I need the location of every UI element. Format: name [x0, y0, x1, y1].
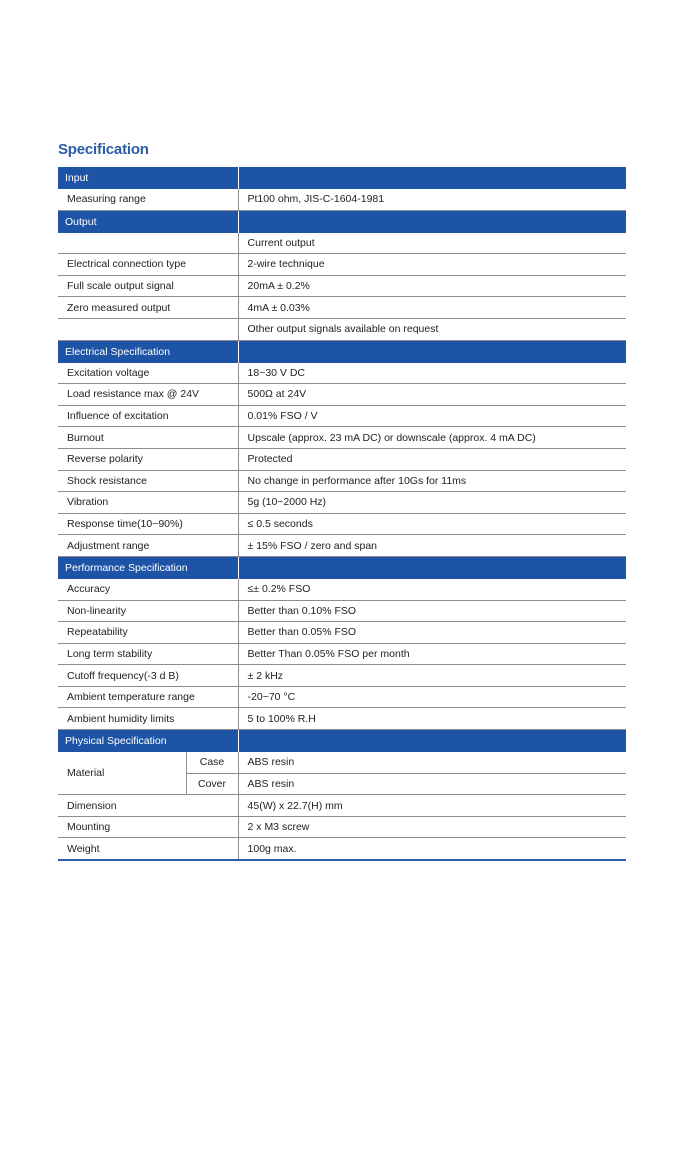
- table-row: [58, 384, 626, 406]
- spec-label: Ambient humidity limits: [58, 708, 238, 730]
- spec-label: Material: [58, 752, 186, 795]
- spec-value: Current output: [238, 233, 626, 254]
- spec-value: ≤± 0.2% FSO: [238, 579, 626, 600]
- spec-value: ABS resin: [238, 773, 626, 795]
- table-row: [58, 427, 626, 449]
- section-title: Input: [58, 167, 238, 189]
- table-row: [58, 816, 626, 838]
- table-row: [58, 513, 626, 535]
- table-row: [58, 795, 626, 817]
- spec-label: Measuring range: [58, 189, 238, 210]
- spec-value: Protected: [238, 448, 626, 470]
- table-row: [58, 405, 626, 427]
- spec-label: Weight: [58, 838, 238, 860]
- spec-label: Cutoff frequency(-3 d B): [58, 665, 238, 687]
- spec-value: ± 15% FSO / zero and span: [238, 535, 626, 557]
- table-row: [58, 363, 626, 384]
- spec-value: 500Ω at 24V: [238, 384, 626, 406]
- page-title: Specification: [58, 141, 149, 158]
- spec-label: Load resistance max @ 24V: [58, 384, 238, 406]
- spec-label: Non-linearity: [58, 600, 238, 622]
- spec-label: [58, 233, 238, 254]
- section-title: Output: [58, 210, 238, 233]
- section-header-output: [58, 210, 626, 233]
- spec-label: Shock resistance: [58, 470, 238, 492]
- table-row: [58, 686, 626, 708]
- spec-value: 2 x M3 screw: [238, 816, 626, 838]
- table-row: [58, 708, 626, 730]
- spec-value: 2-wire technique: [238, 254, 626, 276]
- section-title: Performance Specification: [58, 556, 238, 579]
- spec-label: Ambient temperature range: [58, 686, 238, 708]
- table-row: [58, 254, 626, 276]
- section-header-input: [58, 167, 626, 189]
- table-row: [58, 752, 626, 773]
- spec-label: Repeatability: [58, 622, 238, 644]
- spec-value: ± 2 kHz: [238, 665, 626, 687]
- section-header-electrical: [58, 340, 626, 363]
- table-row: [58, 579, 626, 600]
- spec-label: Burnout: [58, 427, 238, 449]
- spec-label: Response time(10~90%): [58, 513, 238, 535]
- spec-label: Long term stability: [58, 643, 238, 665]
- spec-value: Better Than 0.05% FSO per month: [238, 643, 626, 665]
- spec-value: 100g max.: [247, 842, 297, 855]
- spec-value: 20mA ± 0.2%: [238, 275, 626, 297]
- spec-value: Better than 0.05% FSO: [238, 622, 626, 644]
- spec-label: [58, 318, 238, 340]
- table-row: [58, 643, 626, 665]
- table-row: [58, 600, 626, 622]
- spec-value: -20~70 °C: [238, 686, 626, 708]
- spec-value: 18~30 V DC: [238, 363, 626, 384]
- spec-label: Mounting: [58, 816, 238, 838]
- table-row: [58, 492, 626, 514]
- spec-label: Accuracy: [58, 579, 238, 600]
- spec-label: Dimension: [58, 795, 238, 817]
- spec-label: Influence of excitation: [58, 405, 238, 427]
- table-row: [58, 535, 626, 557]
- section-title: Physical Specification: [58, 730, 238, 753]
- table-row: [58, 275, 626, 297]
- spec-value: 5 to 100% R.H: [238, 708, 626, 730]
- table-row: [58, 622, 626, 644]
- table-row: [58, 838, 626, 860]
- spec-label: Adjustment range: [58, 535, 238, 557]
- table-row: [58, 297, 626, 319]
- spec-value: Other output signals available on request: [238, 318, 626, 340]
- table-row: [58, 448, 626, 470]
- spec-value: ABS resin: [238, 752, 626, 773]
- spec-value: 0.01% FSO / V: [238, 405, 626, 427]
- section-header-performance: [58, 556, 626, 579]
- spec-label: Excitation voltage: [58, 363, 238, 384]
- section-title: Electrical Specification: [58, 340, 238, 363]
- spec-value: Upscale (approx. 23 mA DC) or downscale (approx. 4 mA DC): [238, 427, 626, 449]
- spec-value: ≤ 0.5 seconds: [238, 513, 626, 535]
- table-row: [58, 189, 626, 210]
- spec-value: No change in performance after 10Gs for 11ms: [238, 470, 626, 492]
- table-row: [58, 470, 626, 492]
- section-header-physical: [58, 730, 626, 753]
- table-row: [58, 665, 626, 687]
- specification-table: [58, 167, 626, 861]
- table-row: [58, 318, 626, 340]
- spec-value: Better than 0.10% FSO: [238, 600, 626, 622]
- spec-sublabel: Cover: [186, 773, 238, 795]
- table-row: [58, 233, 626, 254]
- spec-value: 4mA ± 0.03%: [238, 297, 626, 319]
- spec-label: Reverse polarity: [58, 448, 238, 470]
- spec-label: Full scale output signal: [58, 275, 238, 297]
- spec-label: Zero measured output: [58, 297, 238, 319]
- spec-sublabel: Case: [186, 752, 238, 773]
- spec-label: Electrical connection type: [58, 254, 238, 276]
- spec-label: Vibration: [58, 492, 238, 514]
- spec-value: 5g (10~2000 Hz): [238, 492, 626, 514]
- spec-value: Pt100 ohm, JIS-C-1604-1981: [238, 189, 626, 210]
- spec-value: 45(W) x 22.7(H) mm: [238, 795, 626, 817]
